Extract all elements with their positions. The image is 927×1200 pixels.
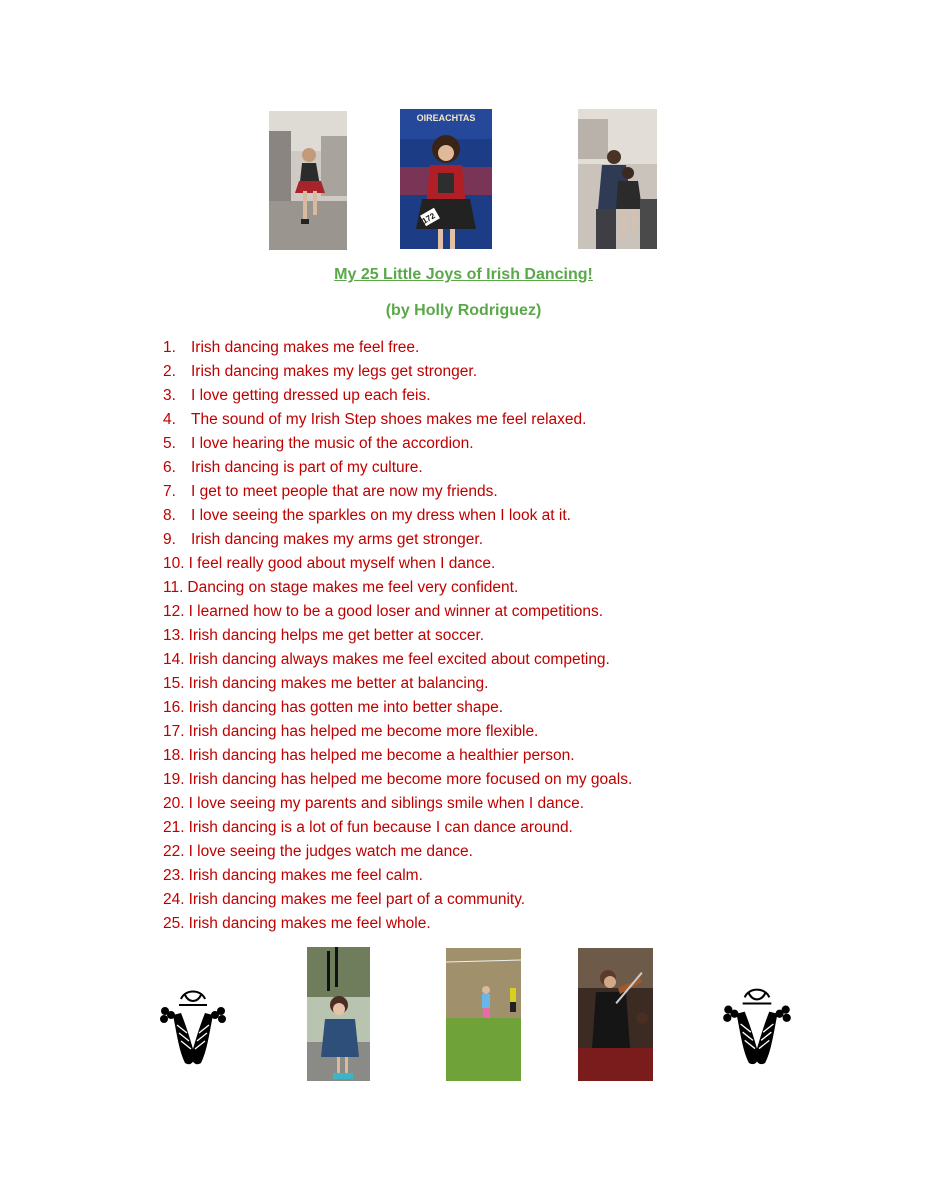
list-item-text: Irish dancing makes me feel free. xyxy=(191,339,420,356)
list-item xyxy=(163,434,632,458)
page-title: My 25 Little Joys of Irish Dancing! xyxy=(334,266,593,283)
list-item-number: 9. xyxy=(163,531,176,548)
list-item-number: 21. xyxy=(163,819,185,836)
list-item-text: Irish dancing always makes me feel excited about competing. xyxy=(188,651,610,668)
list-item-number: 25. xyxy=(163,915,185,932)
list-item-text: Irish dancing is part of my culture. xyxy=(191,459,423,476)
list-item xyxy=(163,386,632,410)
list-item-number: 2. xyxy=(163,363,176,380)
list-item-text: I feel really good about myself when I dance. xyxy=(188,555,496,572)
list-item-number: 7. xyxy=(163,483,176,500)
list-item-number: 14. xyxy=(163,651,185,668)
list-item-text: Irish dancing is a lot of fun because I can dance around. xyxy=(188,819,573,836)
list-item-number: 13. xyxy=(163,627,185,644)
list-item xyxy=(163,794,632,818)
list-item xyxy=(163,506,632,530)
list-item xyxy=(163,554,632,578)
list-item xyxy=(163,578,632,602)
list-item xyxy=(163,842,632,866)
list-item-number: 15. xyxy=(163,675,185,692)
list-item-number: 6. xyxy=(163,459,176,476)
list-item-text: I learned how to be a good loser and winner at competitions. xyxy=(188,603,604,620)
list-item-text: I love getting dressed up each feis. xyxy=(191,387,431,404)
list-item xyxy=(163,650,632,674)
list-item-text: I get to meet people that are now my friends. xyxy=(191,483,498,500)
list-item xyxy=(163,602,632,626)
list-item-number: 10. xyxy=(163,555,185,572)
plaque-number: 172 xyxy=(420,211,437,226)
list-item-text: Irish dancing makes my legs get stronger. xyxy=(191,363,478,380)
list-item-number: 16. xyxy=(163,699,185,716)
list-item-number: 11. xyxy=(163,579,184,596)
list-item-text: Irish dancing makes my arms get stronger. xyxy=(191,531,484,548)
list-item xyxy=(163,818,632,842)
list-item xyxy=(163,770,632,794)
list-item xyxy=(163,890,632,914)
list-item xyxy=(163,458,632,482)
dancer-in-hallway-photo xyxy=(269,111,347,250)
list-item-number: 18. xyxy=(163,747,185,764)
list-item xyxy=(163,482,632,506)
list-item xyxy=(163,626,632,650)
list-item xyxy=(163,338,632,362)
list-item-number: 23. xyxy=(163,867,185,884)
list-item-text: Irish dancing has gotten me into better shape. xyxy=(188,699,504,716)
list-item-text: Irish dancing makes me feel whole. xyxy=(188,915,431,932)
list-item-number: 3. xyxy=(163,387,176,404)
joys-list xyxy=(163,338,632,938)
list-item-number: 5. xyxy=(163,435,176,452)
list-item-number: 12. xyxy=(163,603,185,620)
list-item-text: I love hearing the music of the accordion. xyxy=(191,435,474,452)
dancer-with-mother-photo xyxy=(578,109,657,249)
ghillie-shoes-icon xyxy=(718,983,796,1067)
list-item xyxy=(163,674,632,698)
list-item xyxy=(163,698,632,722)
list-item-number: 19. xyxy=(163,771,185,788)
list-item-number: 24. xyxy=(163,891,185,908)
list-item-text: Irish dancing has helped me become more focused on my goals. xyxy=(188,771,633,788)
list-item-text: The sound of my Irish Step shoes makes me feel relaxed. xyxy=(191,411,587,428)
list-item-number: 4. xyxy=(163,411,176,428)
soccer-field-photo xyxy=(446,948,521,1081)
list-item xyxy=(163,530,632,554)
svg-text:OIREACHTAS: OIREACHTAS xyxy=(416,113,476,123)
list-item-number: 8. xyxy=(163,507,176,524)
list-item xyxy=(163,410,632,434)
list-item xyxy=(163,362,632,386)
list-item-text: I love seeing the sparkles on my dress when I look at it. xyxy=(191,507,571,524)
list-item xyxy=(163,866,632,890)
list-item-text: I love seeing my parents and siblings smile when I dance. xyxy=(188,795,585,812)
list-item-number: 20. xyxy=(163,795,185,812)
list-item-text: Irish dancing helps me get better at soccer. xyxy=(188,627,485,644)
list-item xyxy=(163,914,632,938)
list-item-text: Irish dancing makes me feel part of a community. xyxy=(188,891,526,908)
list-item-text: Irish dancing makes me feel calm. xyxy=(188,867,423,884)
list-item-text: Irish dancing has helped me become more flexible. xyxy=(188,723,539,740)
author-subtitle: (by Holly Rodriguez) xyxy=(385,302,542,319)
list-item xyxy=(163,722,632,746)
list-item-number: 17. xyxy=(163,723,185,740)
list-item-text: Irish dancing has helped me become a healthier person. xyxy=(188,747,575,764)
list-item xyxy=(163,746,632,770)
list-item-number: 22. xyxy=(163,843,185,860)
list-item-text: I love seeing the judges watch me dance. xyxy=(188,843,473,860)
dancer-with-plaque-photo xyxy=(400,109,492,249)
list-item-number: 1. xyxy=(163,339,176,356)
list-item-text: Irish dancing makes me better at balancing. xyxy=(188,675,489,692)
girl-with-bagpipes-photo xyxy=(307,947,370,1081)
ghillie-shoes-icon xyxy=(155,985,231,1067)
violin-orchestra-photo xyxy=(578,948,653,1081)
list-item-text: Dancing on stage makes me feel very confident. xyxy=(187,579,519,596)
